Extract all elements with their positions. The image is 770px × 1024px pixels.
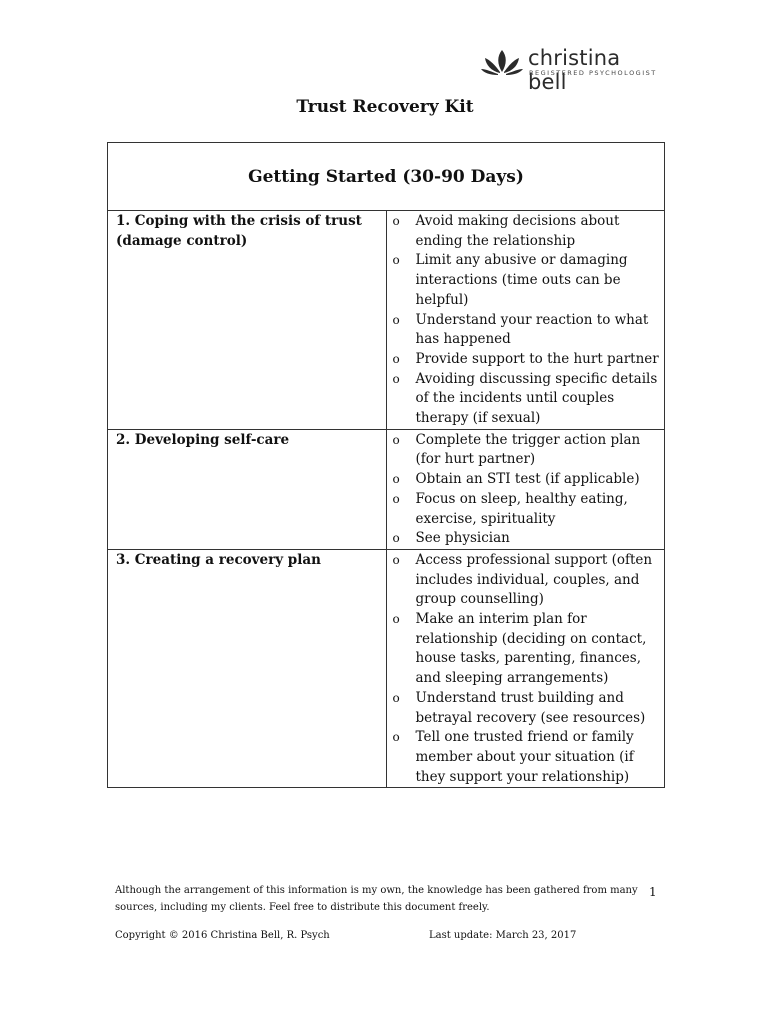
row-label: 1. Coping with the crisis of trust (damage control) [108,211,387,430]
list-item: o Tell one trusted friend or family member about your situation (if they support your relationship) [392,729,634,785]
list-item: o Avoid making decisions about ending the relationship [392,213,620,249]
document-title: Trust Recovery Kit [296,97,474,117]
bullet-icon: o [392,214,400,228]
list-item: o Understand your reaction to what has happened [392,311,649,348]
logo [480,46,660,94]
list-item: o Avoiding discussing specific details of the incidents until couples therapy (if sexual) [392,370,658,427]
bullet-icon: o [392,491,400,506]
row-items [386,429,665,549]
bullet-icon: o [392,432,400,447]
logo-name: christina bell [528,46,621,94]
list-item: o Make an interim plan for relationship (deciding on contact, house tasks, parenting, finances, and sleeping arrangements) [392,611,647,687]
list-item: o Complete the trigger action plan (for hurt partner) [392,431,641,468]
bullet-icon: o [392,312,400,327]
list-item: o Limit any abusive or damaging interactions (time outs can be helpful) [392,252,628,308]
table-row [108,549,665,787]
table-heading-row [108,143,665,211]
lotus-icon [480,48,524,76]
row-items [386,211,665,430]
bullet-icon: o [392,472,400,487]
footer-note: Although the arrangement of this information is my own, the knowledge has been gathered from many sources, including my clients. Feel free to distribute this document freely. [115,885,638,913]
recovery-table [107,142,665,788]
last-update-text: Last update: March 23, 2017 [429,930,577,941]
list-item: o Access professional support (often includes individual, couples, and group counselling) [392,551,653,608]
bullet-icon: o [392,371,400,386]
bullet-icon: o [392,351,400,366]
list-item: o Obtain an STI test (if applicable) [393,470,661,490]
table-row [108,211,665,430]
bullet-icon: o [392,690,400,705]
list-item: o Provide support to the hurt partner [393,350,661,370]
list-item: o Focus on sleep, healthy eating, exercise, spirituality [392,490,628,527]
row-label: 3. Creating a recovery plan [108,549,387,787]
table-heading: Getting Started (30-90 Days) [108,143,665,211]
list-item: o See physician [393,529,661,549]
bullet-icon: o [392,730,400,745]
copyright-text: Copyright © 2016 Christina Bell, R. Psych [115,930,330,941]
bullet-icon: o [392,253,400,268]
bullet-icon: o [392,531,400,546]
row-items [386,549,665,787]
bullet-icon: o [392,552,400,567]
row-label: 2. Developing self-care [108,429,387,549]
table-row [108,429,665,549]
logo-subtitle: REGISTERED PSYCHOLOGIST [529,69,657,77]
page-number: 1 [649,885,657,899]
bullet-icon: o [392,612,400,627]
list-item: o Understand trust building and betrayal recovery (see resources) [392,689,646,726]
